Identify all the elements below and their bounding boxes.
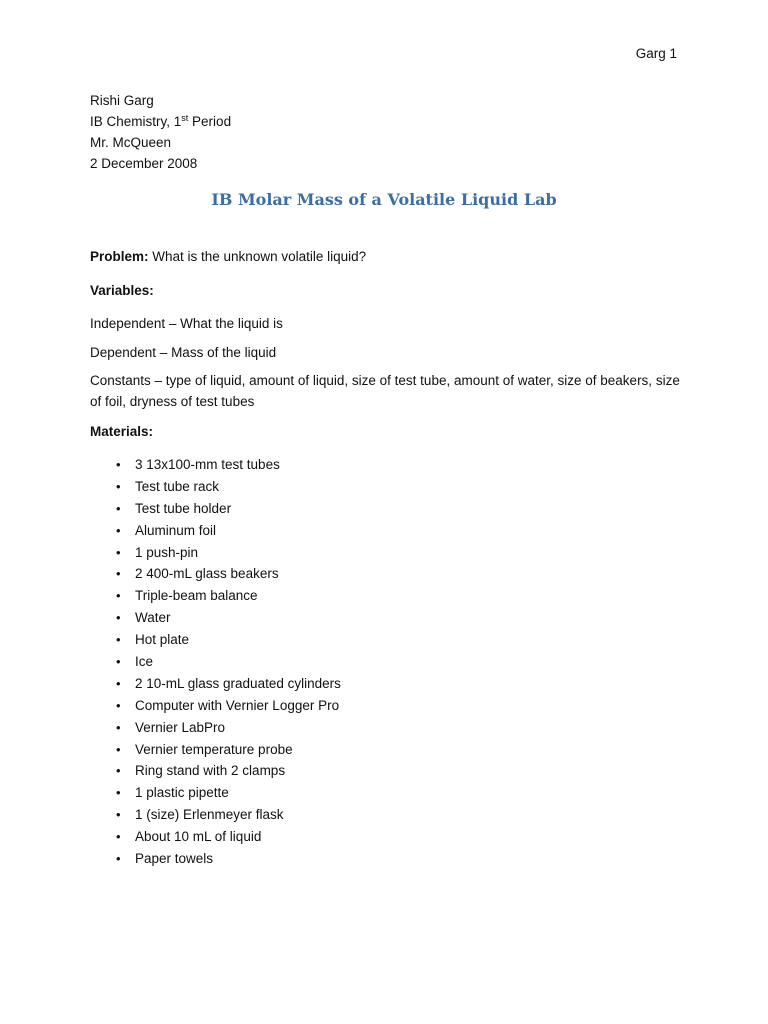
course-line	[90, 111, 231, 132]
bullet-icon: •	[116, 522, 121, 538]
materials-list	[90, 454, 341, 870]
list-item	[90, 629, 341, 651]
material-text: About 10 mL of liquid	[135, 829, 262, 845]
course-superscript: st	[181, 113, 189, 123]
document-date: 2 December 2008	[90, 156, 198, 171]
list-item	[90, 651, 341, 673]
materials-heading: Materials:	[90, 424, 154, 439]
course-period: Period	[188, 114, 232, 129]
author-name: Rishi Garg	[90, 93, 154, 108]
material-text: 1 (size) Erlenmeyer flask	[135, 807, 284, 823]
list-item	[90, 542, 341, 564]
problem-text: What is the unknown volatile liquid?	[148, 249, 367, 264]
bullet-icon: •	[116, 785, 121, 801]
dependent-variable: Dependent – Mass of the liquid	[90, 345, 277, 360]
bullet-icon: •	[116, 588, 121, 604]
list-item	[90, 520, 341, 542]
bullet-icon: •	[116, 807, 121, 823]
bullet-icon: •	[116, 851, 121, 867]
material-text: 3 13x100-mm test tubes	[135, 457, 280, 472]
list-item	[90, 826, 341, 848]
bullet-icon: •	[116, 544, 121, 560]
material-text: Ice	[135, 654, 154, 670]
running-header: Garg 1	[635, 46, 677, 61]
list-item	[90, 782, 341, 804]
material-text: 1 push-pin	[135, 544, 199, 560]
list-item	[90, 585, 341, 607]
bullet-icon: •	[116, 632, 121, 648]
material-text: Vernier temperature probe	[135, 741, 293, 757]
list-item	[90, 476, 341, 498]
material-text: Paper towels	[135, 851, 214, 867]
bullet-icon: •	[116, 741, 121, 757]
bullet-icon: •	[116, 763, 121, 779]
material-text: Test tube rack	[135, 478, 220, 494]
material-text: Hot plate	[135, 632, 190, 648]
material-text: Aluminum foil	[135, 522, 217, 538]
variables-heading: Variables:	[90, 283, 154, 298]
list-item	[90, 717, 341, 739]
material-text: Vernier LabPro	[135, 719, 226, 735]
list-item	[90, 760, 341, 782]
bullet-icon: •	[116, 610, 121, 626]
problem-paragraph	[90, 246, 680, 267]
bullet-icon: •	[116, 457, 121, 472]
material-text: Ring stand with 2 clamps	[135, 763, 286, 779]
teacher-name: Mr. McQueen	[90, 135, 172, 150]
material-text: 2 10-mL glass graduated cylinders	[135, 675, 341, 691]
bullet-icon: •	[116, 697, 121, 713]
document-title: IB Molar Mass of a Volatile Liquid Lab	[211, 190, 557, 209]
material-text: Test tube holder	[135, 500, 232, 516]
bullet-icon: •	[116, 829, 121, 845]
list-item	[90, 848, 341, 870]
problem-label: Problem:	[90, 249, 149, 264]
bullet-icon: •	[116, 719, 121, 735]
list-item	[90, 454, 341, 476]
list-item	[90, 563, 341, 585]
author-block	[90, 90, 231, 174]
list-item	[90, 673, 341, 695]
bullet-icon: •	[116, 566, 121, 582]
material-text: Triple-beam balance	[135, 588, 258, 604]
material-text: 1 plastic pipette	[135, 785, 229, 801]
bullet-icon: •	[116, 478, 121, 494]
course-text: IB Chemistry, 1	[90, 114, 182, 129]
material-text: 2 400-mL glass beakers	[135, 566, 279, 582]
bullet-icon: •	[116, 675, 121, 691]
list-item	[90, 804, 341, 826]
list-item	[90, 498, 341, 520]
constants-variable: Constants – type of liquid, amount of liquid, size of test tube, amount of water, size of beakers, size of foil, dryness of test tubes	[90, 373, 680, 409]
bullet-icon: •	[116, 654, 121, 670]
material-text: Computer with Vernier Logger Pro	[135, 697, 340, 713]
material-text: Water	[135, 610, 171, 626]
list-item	[90, 695, 341, 717]
list-item	[90, 739, 341, 761]
list-item	[90, 607, 341, 629]
bullet-icon: •	[116, 500, 121, 516]
independent-variable: Independent – What the liquid is	[90, 316, 283, 331]
